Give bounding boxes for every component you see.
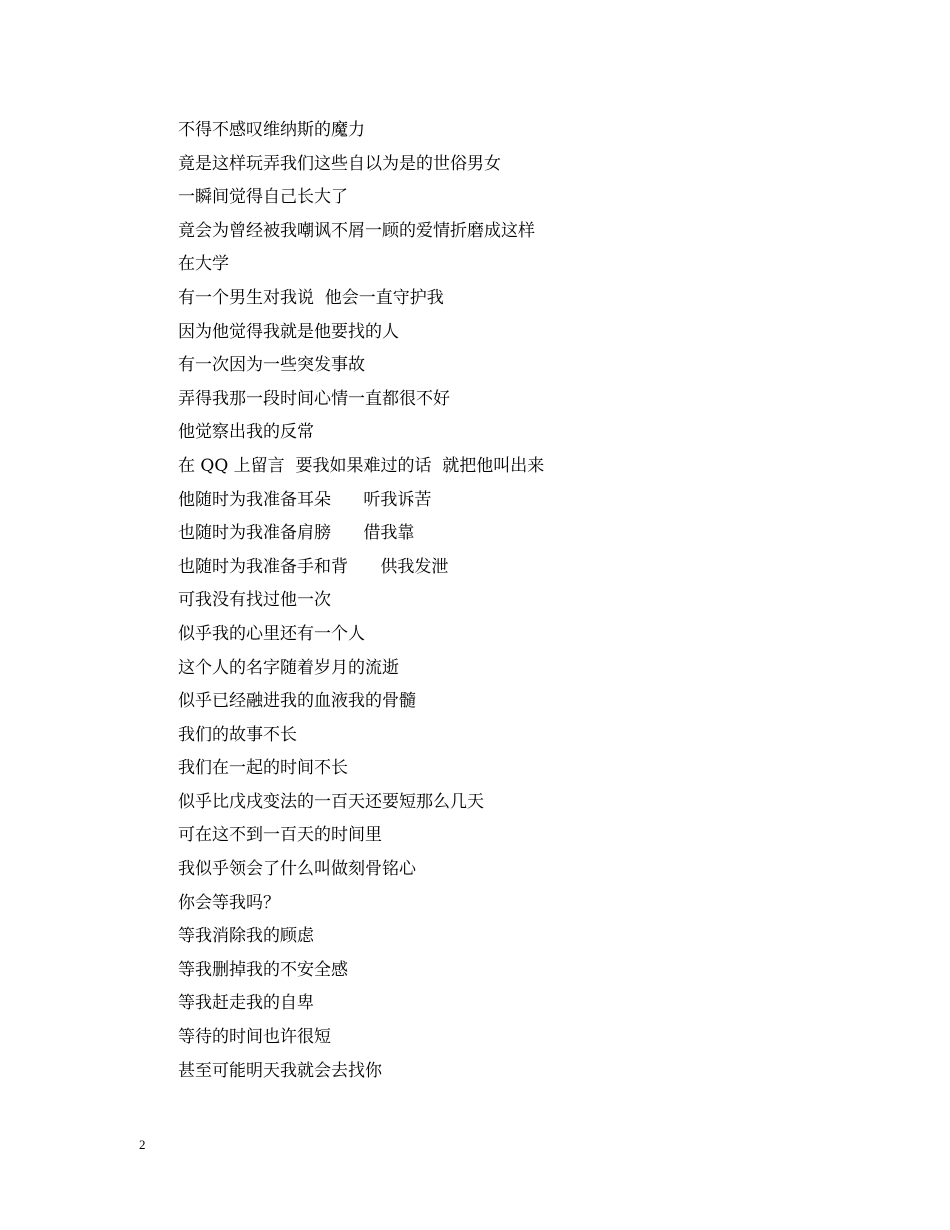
text-line: 竟是这样玩弄我们这些自以为是的世俗男女	[178, 153, 501, 174]
text-line: 我似乎领会了什么叫做刻骨铭心	[178, 859, 416, 880]
text-line: 似乎已经融进我的血液我的骨髓	[178, 691, 416, 712]
text-line: 弄得我那一段时间心情一直都很不好	[178, 388, 450, 409]
text-line: 等我删掉我的不安全感	[178, 959, 348, 980]
text-line: 我们在一起的时间不长	[178, 758, 348, 779]
text-line: 一瞬间觉得自己长大了	[178, 187, 348, 208]
text-line: 有一个男生对我说 他会一直守护我	[178, 287, 444, 308]
text-line: 似乎比戊戌变法的一百天还要短那么几天	[178, 791, 484, 812]
page-number: 2	[139, 1137, 146, 1152]
text-line: 在大学	[178, 254, 229, 275]
text-line: 我们的故事不长	[178, 724, 297, 745]
text-line: 也随时为我准备肩膀 借我靠	[178, 523, 415, 544]
text-line: 等我消除我的顾虑	[178, 926, 314, 947]
text-line: 他随时为我准备耳朵 听我诉苦	[178, 489, 432, 510]
text-line: 这个人的名字随着岁月的流逝	[178, 657, 399, 678]
text-line: 也随时为我准备手和背 供我发泄	[178, 556, 449, 577]
text-line: 似乎我的心里还有一个人	[178, 623, 365, 644]
text-line: 等我赶走我的自卑	[178, 993, 314, 1014]
text-line: 甚至可能明天我就会去找你	[178, 1060, 382, 1081]
text-line: 不得不感叹维纳斯的魔力	[178, 120, 365, 140]
text-line: 因为他觉得我就是他要找的人	[178, 321, 399, 342]
text-line: 等待的时间也许很短	[178, 1027, 331, 1048]
text-line: 可在这不到一百天的时间里	[178, 825, 382, 846]
text-line: 他觉察出我的反常	[178, 422, 314, 443]
poem-text-block	[178, 117, 818, 1091]
text-line: 在 QQ 上留言 要我如果难过的话 就把他叫出来	[178, 455, 545, 476]
text-line: 你会等我吗？	[178, 892, 280, 913]
text-line: 有一次因为一些突发事故	[178, 355, 365, 376]
text-line: 可我没有找过他一次	[178, 590, 331, 611]
text-line: 竟会为曾经被我嘲讽不屑一顾的爱情折磨成这样	[178, 220, 535, 241]
